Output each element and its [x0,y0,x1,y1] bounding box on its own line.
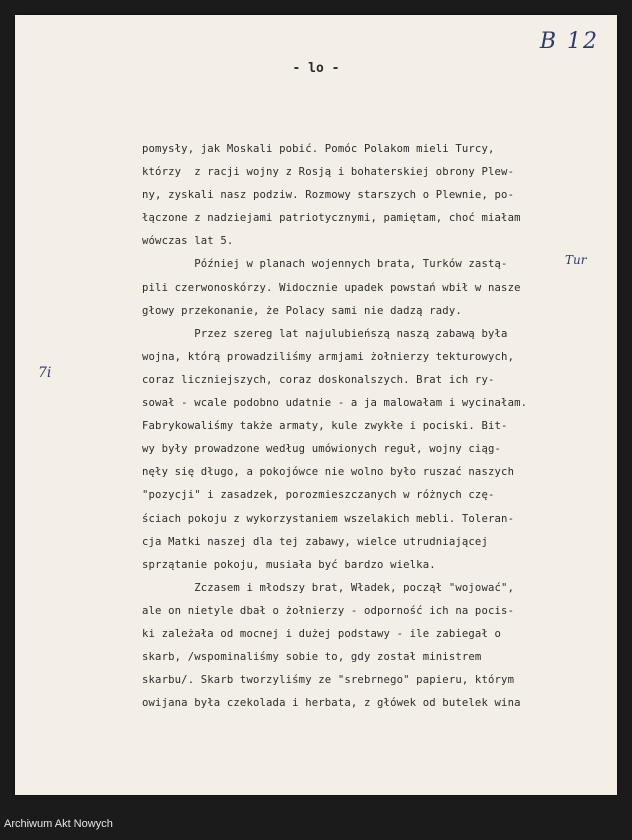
text-line: cja Matki naszej dla tej zabawy, wielce utrudniającej [142,535,488,548]
text-line: sował - wcale podobno udatnie - a ja malowałam i wycinałam. [142,397,528,410]
text-line: ściach pokoju z wykorzystaniem wszelakich mebli. Toleran- [142,512,515,525]
text-line: coraz liczniejszych, coraz doskonalszych. Brat ich ry- [142,373,495,386]
text-line: wy były prowadzone według umówionych reguł, wojny ciąg- [142,443,502,456]
text-line: skarbu/. Skarb tworzyliśmy ze "srebrnego" papieru, którym [142,674,515,687]
text-line: ale on nietyle dbał o żołnierzy - odporność ich na pocis- [142,604,515,617]
text-line: sprzątanie pokoju, musiała być bardzo wielka. [142,558,436,571]
text-line: nęły się długo, a pokojówce nie wolno było ruszać naszych [142,466,515,479]
margin-note-left: 7i [38,365,52,381]
text-line: Zczasem i młodszy brat, Władek, począł "wojować", [142,581,515,594]
text-line: wojna, którą prowadziliśmy armjami żołnierzy tekturowych, [142,350,515,363]
text-line: głowy przekonanie, że Polacy sami nie dadzą rady. [142,304,462,317]
archive-signature-mark: B 12 [539,29,599,54]
document-page [15,15,617,795]
page-number: - lo - [292,61,340,76]
margin-note-right: Tur [565,253,587,267]
text-line: łączone z nadziejami patriotycznymi, pamiętam, choć miałam [142,212,521,225]
typewritten-text [142,138,562,715]
text-line: Później w planach wojennych brata, Turków zastą- [142,258,508,271]
archive-footer: Archiwum Akt Nowych [4,818,113,830]
text-line: pomysły, jak Moskali pobić. Pomóc Polakom mieli Turcy, [142,143,495,155]
text-line: ki zależała od mocnej i dużej podstawy - ile zabiegał o [142,627,502,640]
text-line: ny, zyskali nasz podziw. Rozmowy starszych o Plewnie, po- [142,189,515,202]
text-line: pili czerwonoskórzy. Widocznie upadek powstań wbił w nasze [142,281,521,294]
text-line: wówczas lat 5. [142,235,234,248]
text-line: owijana była czekolada i herbata, z główek od butelek wina [142,697,521,710]
text-line: Fabrykowaliśmy także armaty, kule zwykłe i pociski. Bit- [142,420,508,433]
text-line: "pozycji" i zasadzek, porozmieszczanych w różnych czę- [142,489,495,502]
text-line: Przez szereg lat najulubieńszą naszą zabawą była [142,327,508,340]
text-line: skarb, /wspominaliśmy sobie to, gdy został ministrem [142,651,482,664]
text-line: którzy z racji wojny z Rosją i bohaterskiej obrony Plew- [142,166,515,179]
